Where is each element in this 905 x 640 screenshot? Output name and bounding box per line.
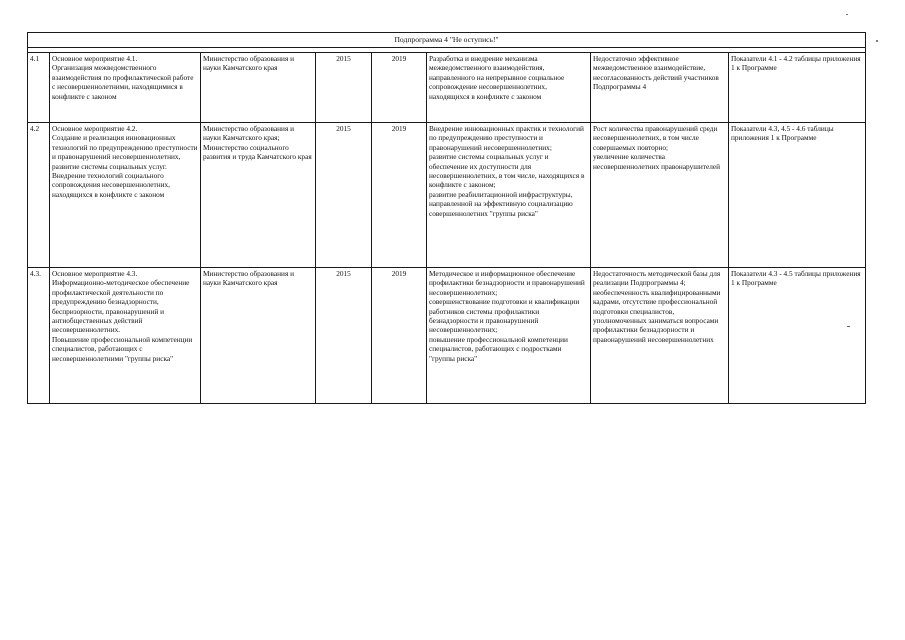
non-implementation-consequences: Недостаточно эффективное межведомственное взаимодействие, несогласованность действий участников Подпрограммы 4	[591, 53, 729, 123]
start-year: 2015	[316, 268, 372, 404]
program-table	[27, 32, 866, 404]
table-row	[28, 268, 866, 404]
responsible-executor: Министерство образования и науки Камчатского края	[201, 53, 316, 123]
scan-speck	[846, 14, 848, 15]
related-indicators: Показатели 4.3, 4.5 - 4.6 таблицы приложения 1 к Программе	[729, 123, 866, 268]
row-number: 4.3.	[28, 268, 50, 404]
start-year: 2015	[316, 123, 372, 268]
expected-result: Внедрение инновационных практик и технологий по предупреждению преступности и правонарушений несовершеннолетних; развитие системы социальных услуг и обеспечение их доступности для несовершеннолетних, в том числе, находящихся в конфликте с законом; развитие реабилитационной инфраструктуры, направленной на эффективную социализацию совершеннолетних "группы риска"	[427, 123, 591, 268]
responsible-executor: Министерство образования и науки Камчатского края	[201, 268, 316, 404]
table-row	[28, 53, 866, 123]
end-year: 2019	[372, 268, 427, 404]
start-year: 2015	[316, 53, 372, 123]
measure-name: Основное мероприятие 4.1. Организация межведомственного взаимодействия по профилактической работе с несовершеннолетними, находящимися в конфликте с законом	[50, 53, 201, 123]
scan-speck	[847, 326, 850, 327]
related-indicators: Показатели 4.1 - 4.2 таблицы приложения 1 к Программе	[729, 53, 866, 123]
measure-name: Основное мероприятие 4.3. Информационно-методическое обеспечение профилактической деятельности по предупреждению безнадзорности, беспризорности, правонарушений и антиобщественных действий несовершеннолетних. Повышение профессиональной компетенции специалистов, работающих с несовершеннолетними "группы риска"	[50, 268, 201, 404]
table-row	[28, 123, 866, 268]
expected-result: Разработка и внедрение механизма межведомственного взаимодействия, направленного на непрерывное социальное сопровождение несовершеннолетних, находящихся в конфликте с законом	[427, 53, 591, 123]
expected-result: Методическое и информационное обеспечение профилактики безнадзорности и правонарушений несовершеннолетних; совершенствование подготовки и квалификации работников системы профилактики безнадзорности и правонарушений несовершеннолетних; повышение профессиональной компетенции специалистов, работающих с подростками "группы риска"	[427, 268, 591, 404]
end-year: 2019	[372, 53, 427, 123]
row-number: 4.2	[28, 123, 50, 268]
non-implementation-consequences: Рост количества правонарушений среди несовершеннолетних, в том числе совершаемых повторно; увеличение количества несовершеннолетних правонарушителей	[591, 123, 729, 268]
subprogram-header-row	[28, 33, 866, 48]
measure-name: Основное мероприятие 4.2. Создание и реализация инновационных технологий по предупреждению преступности и правонарушений несовершеннолетних, развитие системы социальных услуг. Внедрение технологий социального сопровождения несовершеннолетних, находящихся в конфликте с законом	[50, 123, 201, 268]
scan-speck	[876, 40, 878, 42]
non-implementation-consequences: Недостаточность методической базы для реализации Подпрограммы 4; необеспеченность квалифицированными кадрами, отсутствие профессиональной подготовки специалистов, уполномоченных заниматься вопросами профилактики безнадзорности и правонарушений несовершеннолетних	[591, 268, 729, 404]
row-number: 4.1	[28, 53, 50, 123]
end-year: 2019	[372, 123, 427, 268]
subprogram-title: Подпрограмма 4 "Не оступись!"	[28, 33, 866, 48]
related-indicators: Показатели 4.3 - 4.5 таблицы приложения 1 к Программе	[729, 268, 866, 404]
responsible-executor: Министерство образования и науки Камчатского края; Министерство социального развития и труда Камчатского края	[201, 123, 316, 268]
